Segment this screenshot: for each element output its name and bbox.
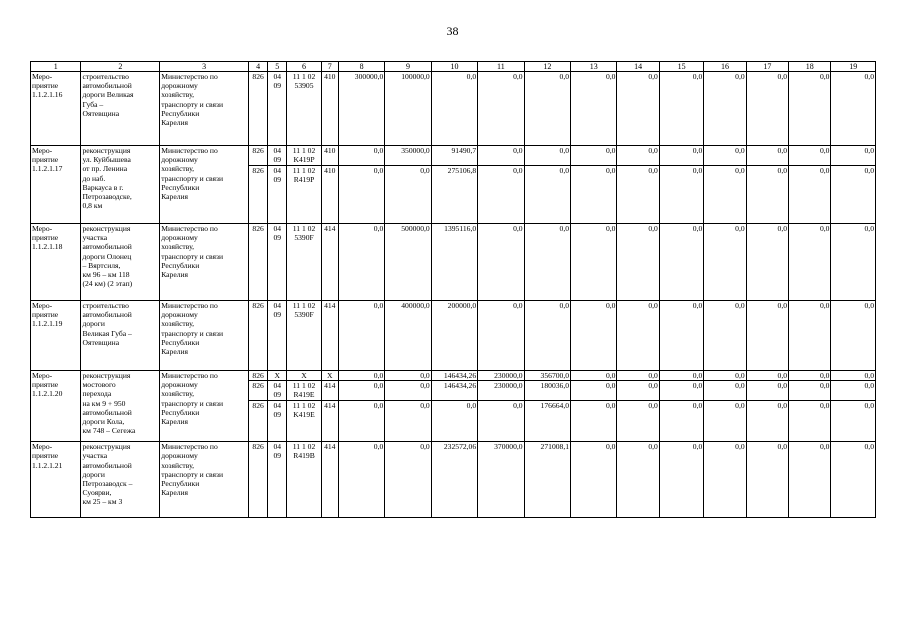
budget-value: 0,0 — [617, 381, 659, 401]
column-header: 10 — [431, 62, 477, 72]
budget-value: 0,0 — [746, 224, 788, 301]
target-article-code: X — [287, 371, 321, 381]
column-header: 19 — [831, 62, 876, 72]
budget-value: 0,0 — [659, 401, 703, 442]
budget-value: 0,0 — [789, 401, 831, 442]
budget-value: 0,0 — [704, 371, 746, 381]
measure-code: Меро- приятие 1.1.2.1.21 — [31, 442, 81, 518]
target-article-code: 11 1 02 R419B — [287, 442, 321, 518]
budget-value: 0,0 — [789, 224, 831, 301]
table-row — [31, 371, 876, 381]
responsible-ministry: Министерство по дорожному хозяйству, транспорту и связи Республики Карелия — [160, 224, 249, 301]
grbs-code: 826 — [249, 371, 268, 381]
budget-value: 0,0 — [478, 401, 524, 442]
measure-name: реконструкция участка автомобильной дороги Петрозаводск – Суоярви, км 25 – км 3 — [81, 442, 160, 518]
section-code: 04 09 — [268, 442, 287, 518]
budget-value: 275106,8 — [431, 166, 477, 224]
budget-value: 0,0 — [746, 381, 788, 401]
measure-code: Меро- приятие 1.1.2.1.19 — [31, 301, 81, 371]
budget-value: 0,0 — [831, 371, 876, 381]
column-header: 17 — [746, 62, 788, 72]
section-code: 04 09 — [268, 401, 287, 442]
target-article-code: 11 1 02 K419P — [287, 146, 321, 166]
column-header: 5 — [268, 62, 287, 72]
budget-value: 0,0 — [704, 401, 746, 442]
grbs-code: 826 — [249, 381, 268, 401]
grbs-code: 826 — [249, 72, 268, 146]
budget-value: 100000,0 — [385, 72, 431, 146]
column-header: 3 — [160, 62, 249, 72]
column-header: 11 — [478, 62, 524, 72]
column-header: 15 — [659, 62, 703, 72]
budget-value: 0,0 — [571, 166, 617, 224]
budget-value: 0,0 — [659, 371, 703, 381]
budget-value: 0,0 — [704, 224, 746, 301]
budget-value: 230000,0 — [478, 381, 524, 401]
budget-value: 0,0 — [338, 442, 384, 518]
budget-value: 0,0 — [746, 146, 788, 166]
expense-type-code: 414 — [321, 224, 338, 301]
budget-value: 0,0 — [831, 301, 876, 371]
budget-value: 0,0 — [831, 224, 876, 301]
expense-type-code: 414 — [321, 401, 338, 442]
budget-value: 0,0 — [746, 442, 788, 518]
section-code: 04 09 — [268, 166, 287, 224]
budget-value: 0,0 — [659, 381, 703, 401]
budget-value: 0,0 — [704, 381, 746, 401]
budget-value: 0,0 — [659, 301, 703, 371]
responsible-ministry: Министерство по дорожному хозяйству, транспорту и связи Республики Карелия — [160, 146, 249, 224]
budget-value: 0,0 — [617, 442, 659, 518]
measure-code: Меро- приятие 1.1.2.1.16 — [31, 72, 81, 146]
budget-value: 0,0 — [831, 146, 876, 166]
grbs-code: 826 — [249, 401, 268, 442]
measure-name: реконструкция ул. Куйбышева от пр. Ленина до наб. Варкауса в г. Петрозаводске, 0,8 км — [81, 146, 160, 224]
target-article-code: 11 1 02 53905 — [287, 72, 321, 146]
budget-value: 230000,0 — [478, 371, 524, 381]
target-article-code: 11 1 02 R419E — [287, 381, 321, 401]
budget-value: 0,0 — [385, 442, 431, 518]
budget-value: 176664,0 — [524, 401, 570, 442]
header-row — [31, 62, 876, 72]
budget-value: 500000,0 — [385, 224, 431, 301]
budget-value: 0,0 — [659, 224, 703, 301]
column-header: 18 — [789, 62, 831, 72]
budget-value: 0,0 — [338, 401, 384, 442]
budget-value: 0,0 — [478, 166, 524, 224]
budget-value: 0,0 — [831, 166, 876, 224]
measure-name: реконструкция мостового перехода на км 9 + 950 автомобильной дороги Кола, км 748 – Сегежа — [81, 371, 160, 442]
budget-value: 0,0 — [617, 371, 659, 381]
budget-value: 232572,06 — [431, 442, 477, 518]
grbs-code: 826 — [249, 301, 268, 371]
budget-value: 0,0 — [338, 166, 384, 224]
budget-value: 0,0 — [831, 442, 876, 518]
measure-code: Меро- приятие 1.1.2.1.17 — [31, 146, 81, 224]
budget-value: 0,0 — [789, 301, 831, 371]
budget-value: 0,0 — [431, 401, 477, 442]
budget-value: 0,0 — [746, 401, 788, 442]
budget-value: 0,0 — [385, 381, 431, 401]
budget-value: 0,0 — [524, 301, 570, 371]
budget-value: 0,0 — [704, 301, 746, 371]
budget-value: 0,0 — [789, 381, 831, 401]
table-row — [31, 442, 876, 518]
section-code: 04 09 — [268, 224, 287, 301]
budget-value: 0,0 — [338, 371, 384, 381]
budget-value: 0,0 — [746, 166, 788, 224]
budget-value: 400000,0 — [385, 301, 431, 371]
section-code: 04 09 — [268, 381, 287, 401]
budget-value: 0,0 — [524, 146, 570, 166]
budget-value: 0,0 — [385, 166, 431, 224]
budget-value: 0,0 — [704, 442, 746, 518]
column-header: 12 — [524, 62, 570, 72]
budget-value: 0,0 — [571, 146, 617, 166]
budget-value: 370000,0 — [478, 442, 524, 518]
budget-value: 200000,0 — [431, 301, 477, 371]
measure-code: Меро- приятие 1.1.2.1.18 — [31, 224, 81, 301]
budget-value: 0,0 — [831, 381, 876, 401]
budget-value: 0,0 — [571, 381, 617, 401]
page-number: 38 — [446, 24, 459, 38]
budget-value: 0,0 — [524, 72, 570, 146]
budget-value: 0,0 — [746, 72, 788, 146]
responsible-ministry: Министерство по дорожному хозяйству, транспорту и связи Республики Карелия — [160, 371, 249, 442]
grbs-code: 826 — [249, 442, 268, 518]
expense-type-code: 414 — [321, 301, 338, 371]
budget-value: 0,0 — [571, 72, 617, 146]
budget-value: 0,0 — [789, 442, 831, 518]
target-article-code: 11 1 02 5390F — [287, 301, 321, 371]
budget-value: 180036,0 — [524, 381, 570, 401]
budget-value: 0,0 — [338, 224, 384, 301]
budget-value: 1395116,0 — [431, 224, 477, 301]
column-header: 8 — [338, 62, 384, 72]
budget-value: 0,0 — [478, 146, 524, 166]
table-row — [31, 146, 876, 166]
budget-value: 0,0 — [571, 371, 617, 381]
budget-value: 0,0 — [617, 401, 659, 442]
section-code: 04 09 — [268, 301, 287, 371]
budget-value: 0,0 — [789, 166, 831, 224]
column-header: 13 — [571, 62, 617, 72]
table-row — [31, 301, 876, 371]
column-header: 7 — [321, 62, 338, 72]
budget-value: 146434,26 — [431, 381, 477, 401]
column-header: 6 — [287, 62, 321, 72]
column-header: 16 — [704, 62, 746, 72]
expense-type-code: 414 — [321, 442, 338, 518]
grbs-code: 826 — [249, 224, 268, 301]
budget-value: 0,0 — [478, 224, 524, 301]
grbs-code: 826 — [249, 166, 268, 224]
budget-value: 0,0 — [524, 224, 570, 301]
expense-type-code: 410 — [321, 72, 338, 146]
table-row — [31, 72, 876, 146]
responsible-ministry: Министерство по дорожному хозяйству, транспорту и связи Республики Карелия — [160, 442, 249, 518]
budget-value: 0,0 — [571, 224, 617, 301]
expense-type-code: X — [321, 371, 338, 381]
measure-name: строительство автомобильной дороги Великая Губа – Оятевщина — [81, 301, 160, 371]
budget-value: 356700,0 — [524, 371, 570, 381]
budget-value: 0,0 — [659, 166, 703, 224]
budget-value: 0,0 — [789, 72, 831, 146]
budget-value: 0,0 — [659, 442, 703, 518]
expense-type-code: 410 — [321, 146, 338, 166]
table-row — [31, 224, 876, 301]
budget-value: 0,0 — [571, 442, 617, 518]
responsible-ministry: Министерство по дорожному хозяйству, транспорту и связи Республики Карелия — [160, 72, 249, 146]
budget-value: 0,0 — [789, 146, 831, 166]
budget-value: 146434,26 — [431, 371, 477, 381]
budget-value: 0,0 — [524, 166, 570, 224]
budget-value: 0,0 — [478, 301, 524, 371]
budget-value: 0,0 — [789, 371, 831, 381]
column-header: 14 — [617, 62, 659, 72]
budget-value: 0,0 — [385, 371, 431, 381]
budget-value: 350000,0 — [385, 146, 431, 166]
budget-value: 0,0 — [617, 224, 659, 301]
budget-value: 0,0 — [659, 72, 703, 146]
column-header: 2 — [81, 62, 160, 72]
budget-value: 0,0 — [571, 301, 617, 371]
budget-value: 0,0 — [831, 72, 876, 146]
budget-value: 0,0 — [617, 301, 659, 371]
budget-value: 0,0 — [659, 146, 703, 166]
measure-code: Меро- приятие 1.1.2.1.20 — [31, 371, 81, 442]
budget-value: 0,0 — [385, 401, 431, 442]
target-article-code: 11 1 02 R419P — [287, 166, 321, 224]
budget-value: 0,0 — [704, 166, 746, 224]
measure-name: реконструкция участка автомобильной дороги Олонец – Вяртсиля, км 96 – км 118 (24 км) (2 этап) — [81, 224, 160, 301]
budget-value: 0,0 — [431, 72, 477, 146]
budget-value: 0,0 — [617, 146, 659, 166]
budget-value: 0,0 — [831, 401, 876, 442]
column-header: 4 — [249, 62, 268, 72]
budget-value: 271008,1 — [524, 442, 570, 518]
responsible-ministry: Министерство по дорожному хозяйству, транспорту и связи Республики Карелия — [160, 301, 249, 371]
budget-value: 0,0 — [704, 146, 746, 166]
budget-value: 0,0 — [571, 401, 617, 442]
budget-value: 0,0 — [338, 301, 384, 371]
column-header: 9 — [385, 62, 431, 72]
target-article-code: 11 1 02 K419E — [287, 401, 321, 442]
section-code: 04 09 — [268, 146, 287, 166]
grbs-code: 826 — [249, 146, 268, 166]
section-code: X — [268, 371, 287, 381]
budget-value: 300000,0 — [338, 72, 384, 146]
budget-value: 0,0 — [338, 146, 384, 166]
target-article-code: 11 1 02 5390F — [287, 224, 321, 301]
budget-value: 0,0 — [746, 371, 788, 381]
budget-value: 0,0 — [704, 72, 746, 146]
budget-value: 0,0 — [617, 166, 659, 224]
section-code: 04 09 — [268, 72, 287, 146]
expense-type-code: 410 — [321, 166, 338, 224]
budget-value: 0,0 — [746, 301, 788, 371]
budget-value: 0,0 — [617, 72, 659, 146]
measure-name: строительство автомобильной дороги Великая Губа – Оятевщина — [81, 72, 160, 146]
budget-table — [30, 61, 876, 518]
budget-value: 91490,7 — [431, 146, 477, 166]
budget-value: 0,0 — [478, 72, 524, 146]
column-header: 1 — [31, 62, 81, 72]
budget-value: 0,0 — [338, 381, 384, 401]
expense-type-code: 414 — [321, 381, 338, 401]
